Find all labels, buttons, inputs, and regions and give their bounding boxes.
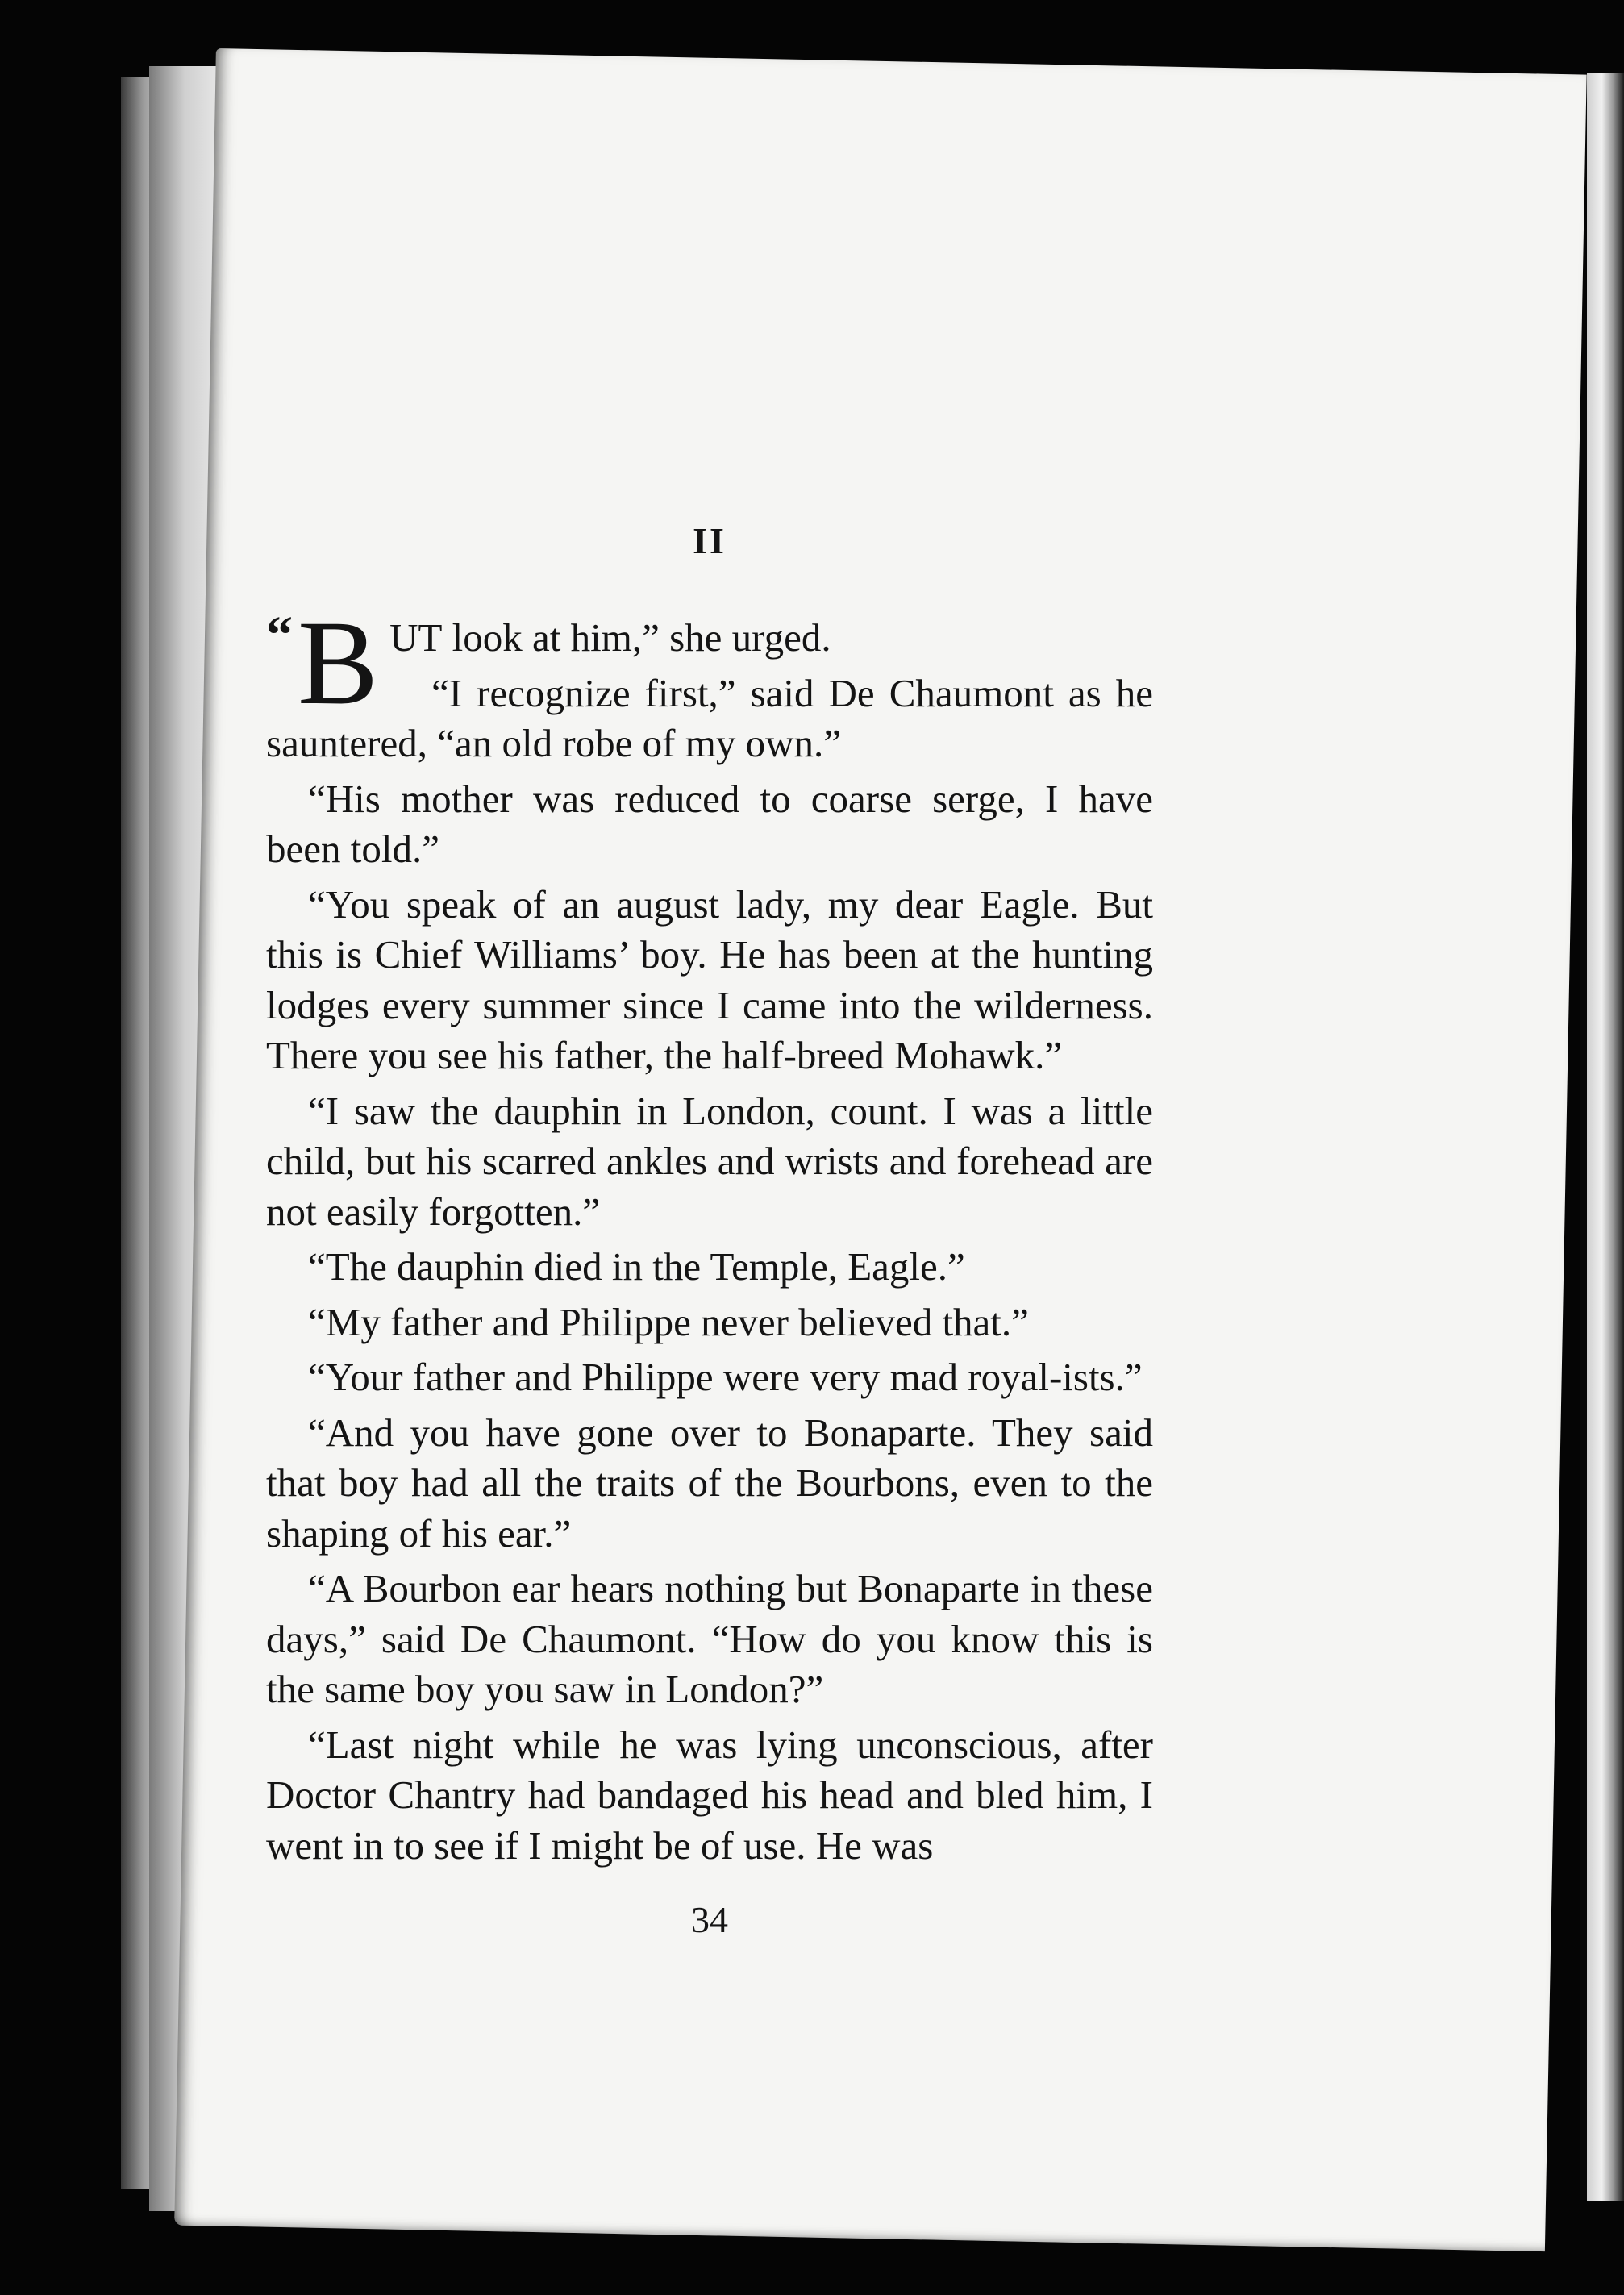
opening-quote-mark: “ (266, 606, 293, 664)
paragraph: “Last night while he was lying unconscious, after Doctor Chantry had bandaged his head and bled him, I went in to see if I might be of use. He was (266, 1722, 1153, 1868)
paragraph: “My father and Philippe never believed that.” (308, 1299, 1029, 1344)
lead-words: UT (389, 615, 443, 660)
drop-cap-group (266, 596, 379, 730)
paragraph: “Your father and Philippe were very mad royal-ists.” (308, 1355, 1143, 1399)
paragraph: “His mother was reduced to coarse serge, I have been told.” (266, 776, 1153, 871)
chapter-heading: II (693, 520, 727, 561)
paragraph: “The dauphin died in the Temple, Eagle.” (308, 1244, 965, 1289)
paragraph: “A Bourbon ear hears nothing but Bonaparte in these days,” said De Chaumont. “How do you know this is the same boy you saw in London?” (266, 1566, 1153, 1711)
paragraph: “You speak of an august lady, my dear Eagle. But this is Chief Williams’ boy. He has been at the hunting lodges every summer since I came into the wilderness. There you see his father, the half-breed Mohawk.” (266, 881, 1153, 1077)
paragraph: “I saw the dauphin in London, count. I was a little child, but his scarred ankles and wrists and forehead are not easily forgotten.” (266, 1088, 1153, 1234)
right-page-edge (1587, 73, 1624, 2201)
paragraph: “And you have gone over to Bonaparte. They said that boy had all the traits of the Bourbons, even to the shaping of his ear.” (266, 1410, 1153, 1556)
opening-text: look at him,” she urged. (442, 615, 831, 660)
page-number: 34 (691, 1899, 728, 1940)
drop-cap: B (298, 596, 379, 730)
page-text (266, 516, 1153, 1946)
paragraph: “I recognize first,” said De Chaumont as he sauntered, “an old robe of my own.” (266, 670, 1153, 765)
